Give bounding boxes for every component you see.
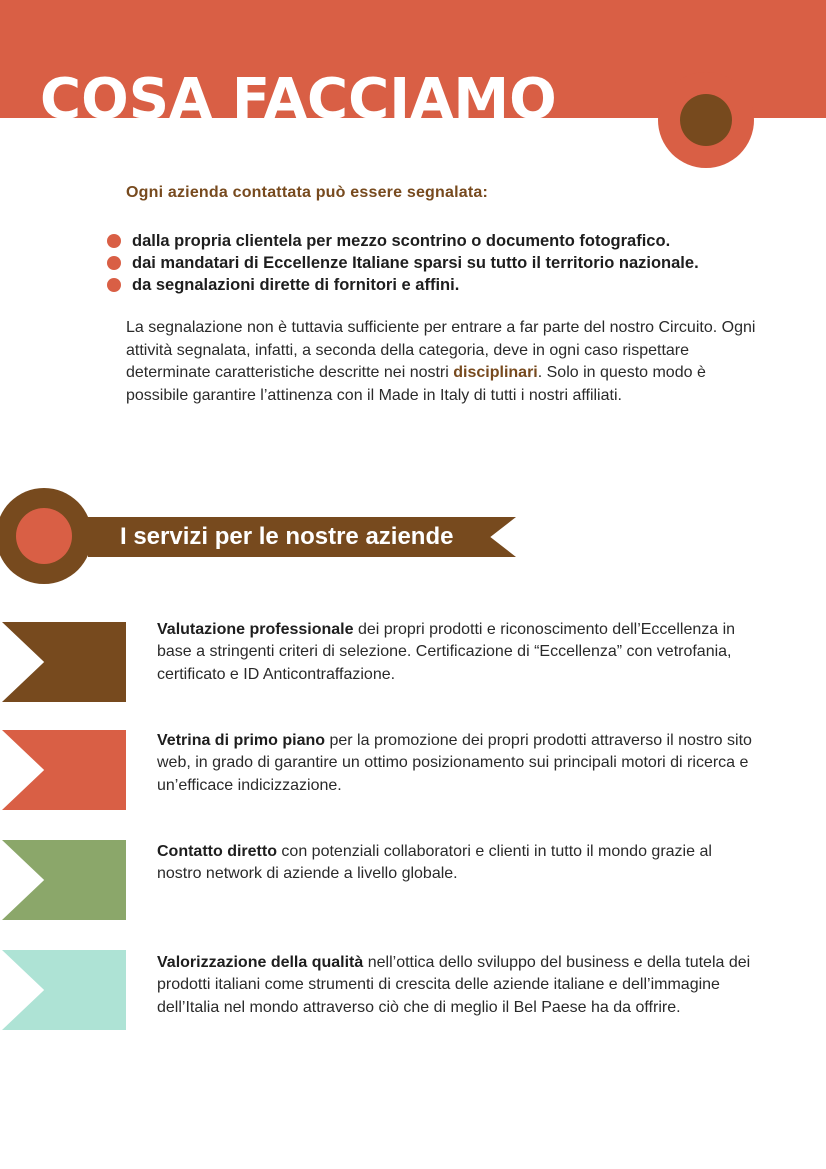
bullet-text: dalla propria clientela per mezzo scontrino o documento fotografico. — [132, 232, 671, 250]
service-description: per la promozione dei propri prodotti attraverso il nostro sito web, in grado di garantire un ottimo posizionamento sui principali motori di ricerca e un’efficace indicizzazione. — [157, 732, 752, 794]
service-title: Contatto diretto — [157, 843, 277, 860]
service-description: nell’ottica dello sviluppo del business e della tutela dei prodotti italiani come strumenti di crescita delle aziende italiane e dell’immagine dell’Italia nel mondo attraverso ciò che di meglio il Bel Paese ha da offrire. — [157, 954, 751, 1016]
service-flag-icon — [2, 730, 126, 810]
intro-heading: Ogni azienda contattata può essere segnalata: — [126, 184, 488, 201]
service-description: dei propri prodotti e riconoscimento dell’Eccellenza in base a stringenti criteri di selezione. Certificazione di “Eccellenza” con vetrofania, certificato e ID Anticontraffazione. — [157, 621, 736, 683]
bullet-list — [106, 230, 699, 296]
service-title: Vetrina di primo piano — [157, 732, 326, 749]
bullet-dot-icon — [107, 278, 121, 292]
page-title: COSA FACCIAMO — [40, 67, 557, 132]
service-item-valorizzazione — [157, 952, 757, 1019]
service-item-contatto — [157, 841, 757, 886]
service-title: Valutazione professionale — [157, 621, 354, 638]
bullet-text: dai mandatari di Eccellenze Italiane sparsi su tutto il territorio nazionale. — [132, 254, 699, 272]
bullet-item — [106, 252, 699, 274]
paragraph-text-end: . Solo in questo modo è possibile garantire l’attinenza con il Made in Italy di tutti i nostri affiliati. — [126, 364, 706, 404]
paragraph-text: La segnalazione non è tuttavia sufficiente per entrare a far parte del nostro Circuito. Ogni attività segnalata, infatti, a seconda della categoria, deve in ogni caso rispettare determinate caratteristiche descritte nei nostri — [126, 319, 756, 381]
section-title: I servizi per le nostre aziende — [120, 523, 454, 550]
bullet-item — [106, 274, 699, 296]
bullet-item — [106, 230, 699, 252]
disciplinari-highlight: disciplinari — [453, 364, 538, 381]
service-flag-icon — [2, 950, 126, 1030]
service-flag-icon — [2, 840, 126, 920]
header-decoration-dot — [680, 94, 732, 146]
intro-paragraph — [126, 317, 766, 407]
service-title: Valorizzazione della qualità — [157, 954, 364, 971]
service-flag-icon — [2, 622, 126, 702]
service-item-vetrina — [157, 730, 757, 797]
bullet-text: da segnalazioni dirette di fornitori e affini. — [132, 276, 460, 294]
section-decoration-dot — [16, 508, 72, 564]
service-item-valutazione — [157, 619, 757, 686]
service-description: con potenziali collaboratori e clienti in tutto il mondo grazie al nostro network di aziende a livello globale. — [157, 843, 712, 883]
bullet-dot-icon — [107, 234, 121, 248]
bullet-dot-icon — [107, 256, 121, 270]
